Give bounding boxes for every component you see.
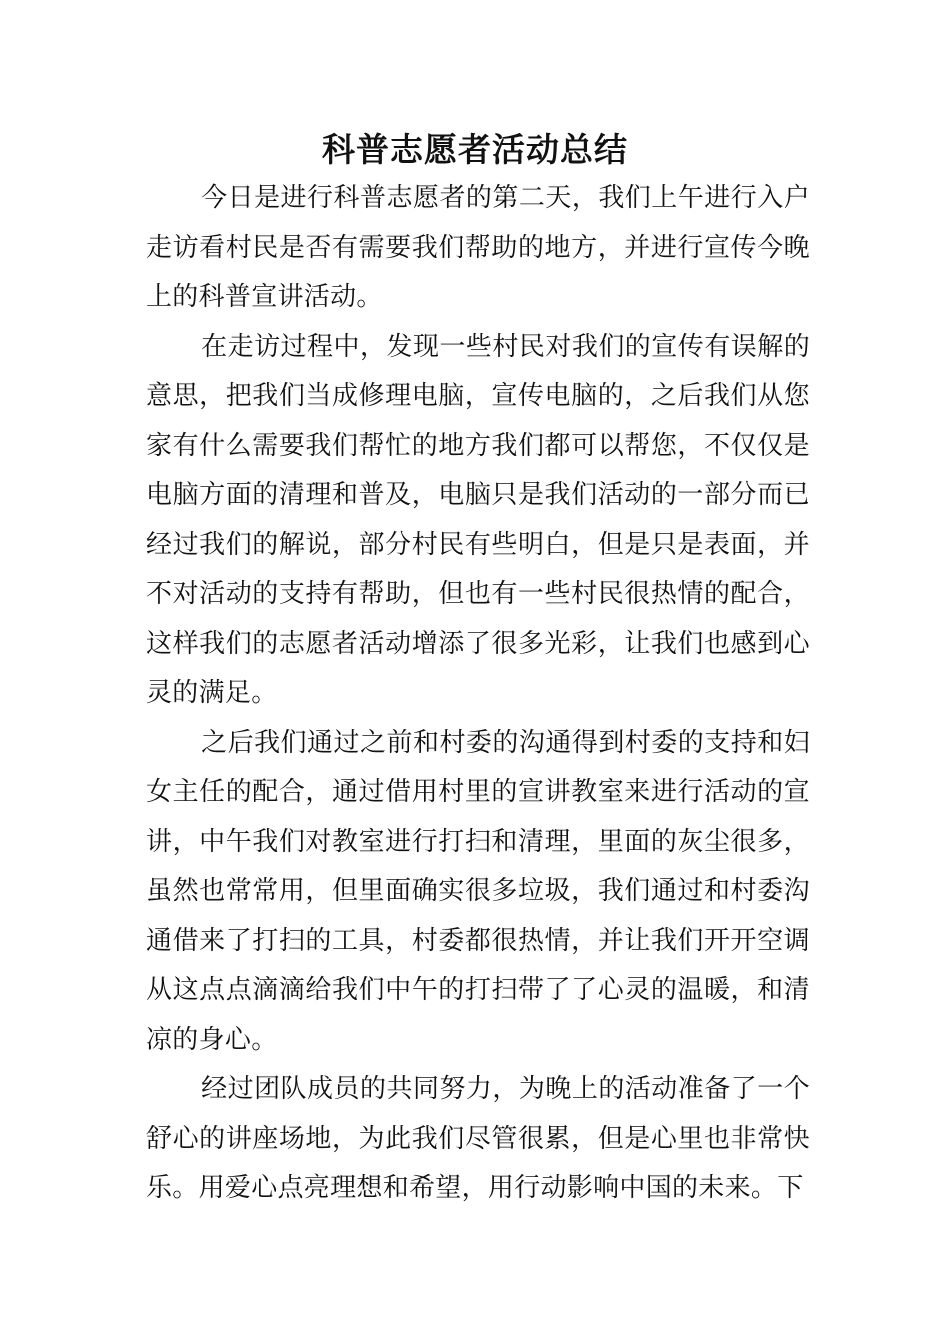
paragraph-4: 经过团队成员的共同努力，为晚上的活动准备了一个舒心的讲座场地，为此我们尽管很累，但是心里也非常快乐。用爱心点亮理想和希望，用行动影响中国的未来。下 — [146, 1074, 810, 1203]
document-title: 科普志愿者活动总结 — [322, 130, 628, 169]
paragraph-2: 在走访过程中，发现一些村民对我们的宣传有误解的意思，把我们当成修理电脑，宣传电脑的，之后我们从您家有什么需要我们帮忙的地方我们都可以帮您，不仅仅是电脑方面的清理和普及，电脑只是我们活动的一部分而已经过我们的解说，部分村民有些明白，但是只是表面，并不对活动的支持有帮助，但也有一些村民很热情的配合，这样我们的志愿者活动增添了很多光彩，让我们也感到心灵的满足。 — [146, 331, 810, 708]
paragraph-1: 今日是进行科普志愿者的第二天，我们上午进行入户走访看村民是否有需要我们帮助的地方，并进行宣传今晚上的科普宣讲活动。 — [146, 183, 810, 312]
document-body — [146, 174, 810, 1214]
paragraph-3: 之后我们通过之前和村委的沟通得到村委的支持和妇女主任的配合，通过借用村里的宣讲教室来进行活动的宣讲，中午我们对教室进行打扫和清理，里面的灰尘很多，虽然也常常用，但里面确实很多垃圾，我们通过和村委沟通借来了打扫的工具，村委都很热情，并让我们开开空调从这点点滴滴给我们中午的打扫带了了心灵的温暖，和清凉的身心。 — [146, 727, 810, 1055]
